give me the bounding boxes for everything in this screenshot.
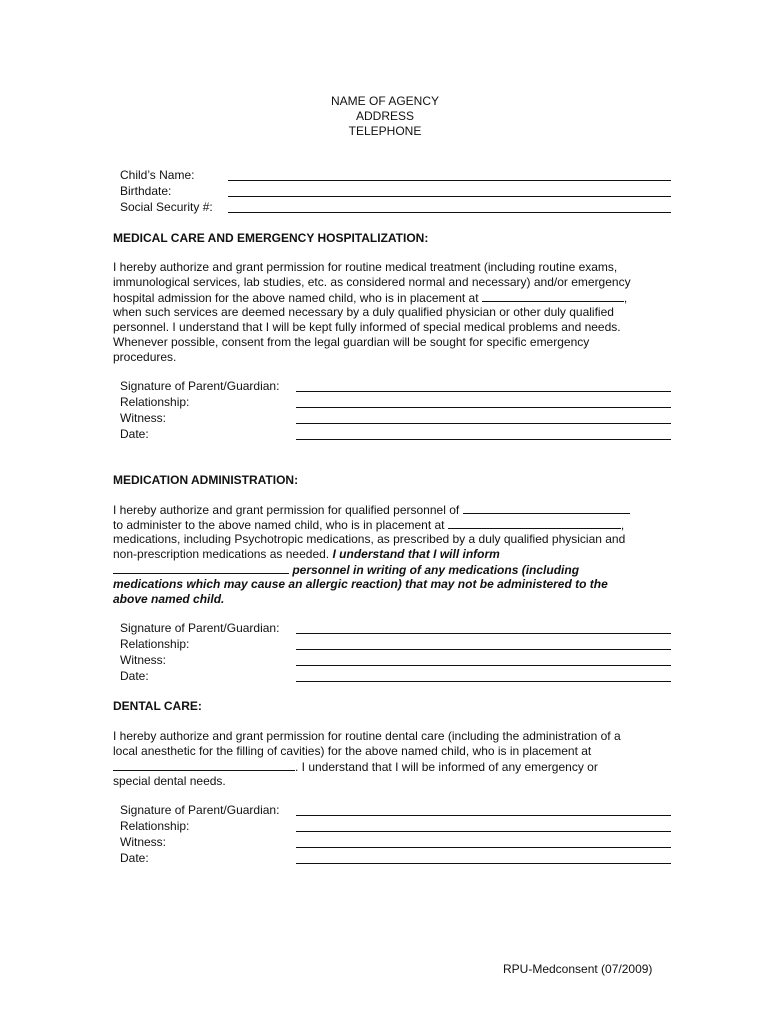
dental-paragraph (113, 729, 673, 789)
medical-heading: MEDICAL CARE AND EMERGENCY HOSPITALIZATION: (113, 231, 429, 245)
medication-witness-field[interactable] (296, 665, 671, 666)
dental-line-1: I hereby authorize and grant permission for routine dental care (including the administration of a (113, 729, 621, 743)
medical-line-5: personnel. I understand that I will be kept fully informed of special medical problems and needs. (113, 320, 621, 334)
ssn-field[interactable] (228, 212, 671, 213)
dental-line-4: special dental needs. (113, 774, 226, 788)
medication-line-1-text: I hereby authorize and grant permission for qualified personnel of (113, 503, 460, 517)
dental-witness-row (120, 834, 671, 850)
medication-placement-blank[interactable] (448, 517, 621, 529)
medical-witness-label: Witness: (120, 411, 167, 425)
medical-signature-label: Signature of Parent/Guardian: (120, 379, 280, 393)
medication-witness-label: Witness: (120, 653, 167, 667)
medication-line-4-bold: I understand that I will inform (332, 547, 500, 561)
dental-line-3 (113, 759, 673, 774)
medication-line-2-text: to administer to the above named child, who is in placement at (113, 518, 445, 532)
medical-signature-row (120, 378, 671, 394)
medication-relationship-field[interactable] (296, 649, 671, 650)
birthdate-field[interactable] (228, 196, 671, 197)
medication-signature-field[interactable] (296, 633, 671, 634)
medical-line-3-end: , (623, 291, 628, 305)
agency-name: NAME OF AGENCY (330, 94, 440, 108)
medication-line-6: medications which may cause an allergic reaction) that may not be administered to the (113, 577, 608, 591)
child-name-field[interactable] (228, 180, 671, 181)
medical-witness-row (120, 410, 671, 426)
dental-signature-row (120, 802, 671, 818)
medication-date-label: Date: (120, 669, 149, 683)
medication-signature-label: Signature of Parent/Guardian: (120, 621, 280, 635)
medication-line-2 (113, 517, 673, 532)
dental-witness-field[interactable] (296, 847, 671, 848)
medication-agency-blank[interactable] (463, 502, 630, 514)
medication-relationship-label: Relationship: (120, 637, 190, 651)
medication-date-row (120, 668, 671, 684)
dental-relationship-field[interactable] (296, 831, 671, 832)
medical-paragraph (113, 260, 673, 365)
dental-witness-label: Witness: (120, 835, 167, 849)
dental-date-row (120, 850, 671, 866)
dental-relationship-label: Relationship: (120, 819, 190, 833)
medication-line-1 (113, 502, 673, 517)
medication-heading: MEDICATION ADMINISTRATION: (113, 473, 299, 487)
medical-signature-field[interactable] (296, 391, 671, 392)
medication-line-2-end: , (620, 518, 625, 532)
agency-telephone: TELEPHONE (348, 124, 422, 138)
medical-line-3-text: hospital admission for the above named child, who is in placement at (113, 291, 479, 305)
dental-signature-label: Signature of Parent/Guardian: (120, 803, 280, 817)
medical-date-field[interactable] (296, 439, 671, 440)
medical-line-1: I hereby authorize and grant permission for routine medical treatment (including routine exams, (113, 260, 618, 274)
medication-line-5 (113, 562, 673, 577)
medical-line-7: procedures. (113, 350, 177, 364)
medication-witness-row (120, 652, 671, 668)
dental-line-2: local anesthetic for the filling of cavities) for the above named child, who is in placement at (113, 744, 592, 758)
medication-line-3: medications, including Psychotropic medications, as prescribed by a duly qualified physician and (113, 532, 626, 546)
child-name-label: Child’s Name: (120, 168, 195, 182)
medication-line-4-text: non-prescription medications as needed. (113, 547, 330, 561)
medical-line-4: when such services are deemed necessary by a duly qualified physician or other duly qualified (113, 305, 614, 319)
medication-line-7: above named child. (113, 592, 225, 606)
medical-line-2: immunological services, lab studies, etc. as considered normal and necessary) and/or emergency (113, 275, 631, 289)
dental-line-3-text: . I understand that I will be informed of any emergency or (295, 760, 598, 774)
dental-placement-blank[interactable] (113, 759, 295, 771)
agency-header (0, 94, 770, 139)
medication-line-4 (113, 547, 673, 562)
agency-address: ADDRESS (355, 109, 414, 123)
ssn-row (120, 199, 671, 215)
dental-relationship-row (120, 818, 671, 834)
dental-heading: DENTAL CARE: (113, 699, 202, 713)
dental-signature-field[interactable] (296, 815, 671, 816)
medication-signature-row (120, 620, 671, 636)
child-name-row (120, 167, 671, 183)
ssn-label: Social Security #: (120, 200, 213, 214)
medical-date-label: Date: (120, 427, 149, 441)
medication-relationship-row (120, 636, 671, 652)
birthdate-row (120, 183, 671, 199)
medical-placement-blank[interactable] (482, 290, 624, 302)
medical-relationship-label: Relationship: (120, 395, 190, 409)
medical-relationship-row (120, 394, 671, 410)
medical-line-3 (113, 290, 673, 305)
medication-date-field[interactable] (296, 681, 671, 682)
dental-date-field[interactable] (296, 863, 671, 864)
medical-witness-field[interactable] (296, 423, 671, 424)
form-id-footer: RPU-Medconsent (07/2009) (503, 962, 653, 976)
medical-relationship-field[interactable] (296, 407, 671, 408)
medication-line-5-bold: personnel in writing of any medications (including (292, 563, 580, 577)
dental-date-label: Date: (120, 851, 149, 865)
birthdate-label: Birthdate: (120, 184, 172, 198)
medical-line-6: Whenever possible, consent from the legal guardian will be sought for specific emergency (113, 335, 590, 349)
medication-paragraph (113, 502, 673, 607)
medication-personnel-blank[interactable] (113, 562, 289, 574)
medical-date-row (120, 426, 671, 442)
